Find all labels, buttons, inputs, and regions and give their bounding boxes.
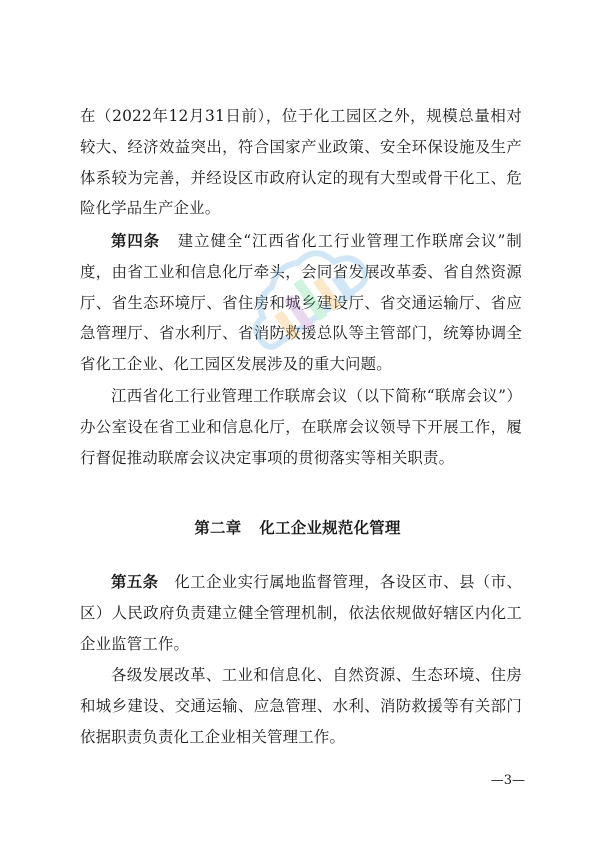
chapter-title: 化工企业规范化管理 xyxy=(259,519,401,537)
paragraph-article3-continuation: 在（2022年12月31日前），位于化工园区之外，规模总量相对较大、经济效益突出，符合国家产业政策、安全环保设施及生产体系较为完善，并经设区市政府认定的现有大型或骨干化工、危险化学品生产企业。 xyxy=(80,107,522,218)
chapter-heading xyxy=(0,516,595,538)
article-4-paragraph-2: 江西省化工行业管理工作联席会议（以下简称“联席会议”）办公室设在省工业和信息化厅，在联席会议领导下开展工作，履行督促推动联席会议决定事项的贯彻落实等相关职责。 xyxy=(80,387,522,467)
article-5-text: 化工企业实行属地监督管理，各设区市、县（市、区）人民政府负责建立健全管理机制，依法依规做好辖区内化工企业监管工作。 xyxy=(80,573,522,653)
chapter-number: 第二章 xyxy=(194,519,242,537)
page-number: —3— xyxy=(490,773,525,788)
article-5-heading: 第五条 xyxy=(111,573,159,591)
article-4-text: 建立健全“江西省化工行业管理工作联席会议”制度，由省工业和信息化厅牵头，会同省发展改革委、省自然资源厅、省生态环境厅、省住房和城乡建设厅、省交通运输厅、省应急管理厅、省水利厅、省消防救援总队等主管部门，统筹协调全省化工企业、化工园区发展涉及的重大问题。 xyxy=(80,232,522,374)
article-4-heading: 第四条 xyxy=(111,232,161,250)
article-4 xyxy=(80,226,522,380)
article-5 xyxy=(80,567,522,659)
article-5-paragraph-2: 各级发展改革、工业和信息化、自然资源、生态环境、住房和城乡建设、交通运输、应急管理、水利、消防救援等有关部门依据职责负责化工企业相关管理工作。 xyxy=(80,666,522,746)
